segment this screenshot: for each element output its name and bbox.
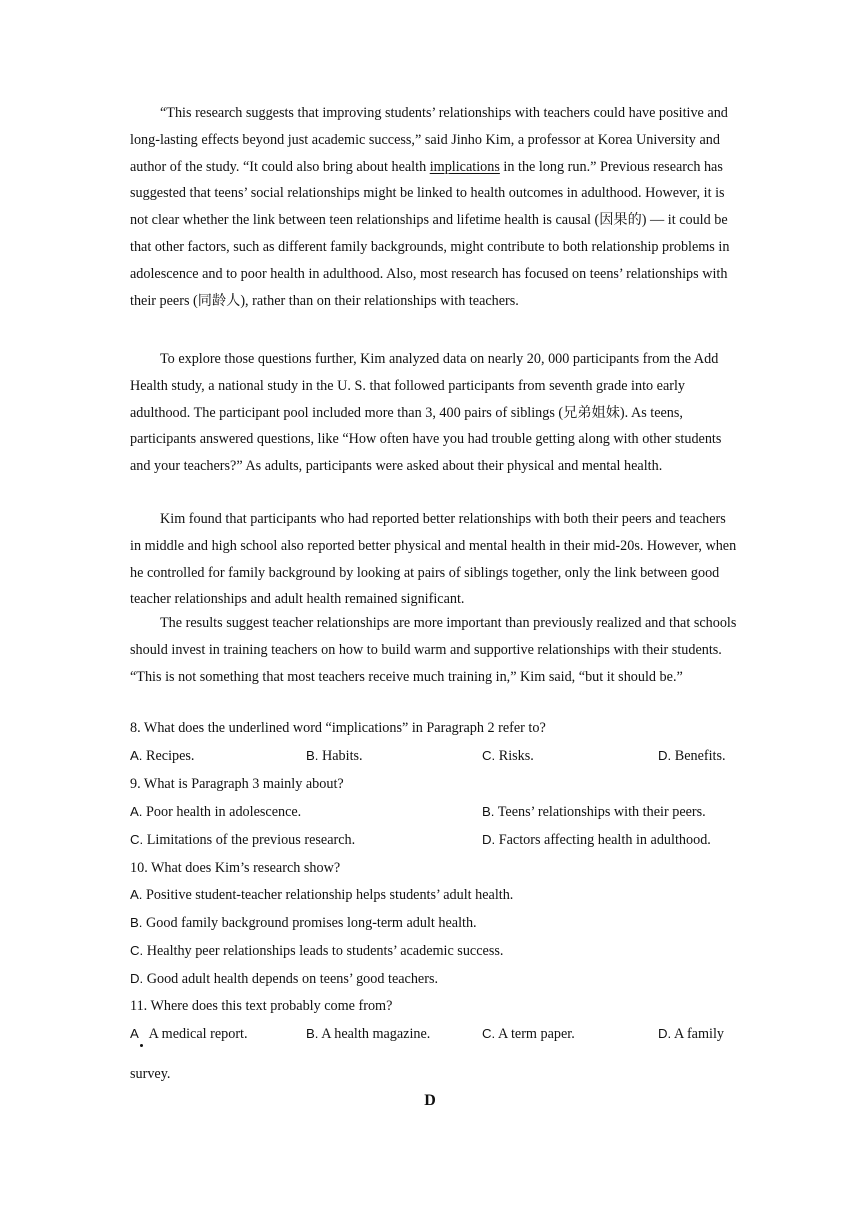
option-b: B. Teens’ relationships with their peers. bbox=[482, 804, 706, 820]
option-a: A. Recipes. bbox=[130, 748, 195, 764]
section-heading: D bbox=[424, 1092, 436, 1109]
option-d-continuation: survey. bbox=[130, 1066, 171, 1082]
passage-paragraph-4: The results suggest teacher relationships are more important than previously realized and that schools should invest in training teachers on how to build warm and supportive relationships with their students. “This is not something that most teachers receive much training in,” Kim said, “but it should be.” bbox=[130, 615, 737, 685]
passage-paragraph-1: “This research suggests that improving students’ relationships with teachers could have positive and long-lasting effects beyond just academic success,” said Jinho Kim, a professor at Korea University and author of the study. “It could also bring about health implications in the long run.” Previous research has suggested that teens’ social relationships might be linked to health outcomes in adulthood. However, it is not clear whether the link between teen relationships and lifetime health is causal (因果的) — it could be that other factors, such as different family backgrounds, might contribute to both relationship problems in adolescence and to poor health in adulthood. Also, most research has focused on teens’ relationships with their peers (同龄人), rather than on their relationships with teachers. bbox=[130, 105, 730, 309]
underlined-word-implications: implications bbox=[429, 158, 500, 175]
question-stem: 10. What does Kim’s research show? bbox=[130, 860, 341, 876]
passage-paragraph-2: To explore those questions further, Kim analyzed data on nearly 20, 000 participants from the Add Health study, a national study in the U. S. that followed participants from seventh grade into early adulthood. The participant pool included more than 3, 400 pairs of siblings (兄弟姐妹). As teens, participants answered questions, like “How often have you had trouble getting along with other students and your teachers?” As adults, participants were asked about their physical and mental health. bbox=[130, 351, 722, 475]
option-b: B. Good family background promises long-term adult health. bbox=[130, 915, 477, 931]
stray-dot bbox=[140, 1044, 143, 1047]
question-stem: 8. What does the underlined word “implications” in Paragraph 2 refer to? bbox=[130, 720, 546, 736]
option-c: C. A term paper. bbox=[482, 1026, 575, 1042]
option-c: C. Limitations of the previous research. bbox=[130, 832, 356, 848]
option-d: D. Benefits. bbox=[658, 748, 726, 764]
question-stem: 11. Where does this text probably come from? bbox=[130, 998, 393, 1014]
option-b: B. A health magazine. bbox=[306, 1026, 431, 1042]
option-c: C. Healthy peer relationships leads to students’ academic success. bbox=[130, 943, 504, 959]
option-b: B. Habits. bbox=[306, 748, 363, 764]
question-stem: 9. What is Paragraph 3 mainly about? bbox=[130, 776, 344, 792]
option-a: A A medical report. bbox=[130, 1026, 248, 1042]
option-a: A. Positive student-teacher relationship helps students’ adult health. bbox=[130, 887, 514, 903]
passage-paragraph-3: Kim found that participants who had reported better relationships with both their peers and teachers in middle and high school also reported better physical and mental health in their mid-20s. However, when he controlled for family background by looking at pairs of siblings together, only the link between good teacher relationships and adult health remained significant. bbox=[130, 511, 737, 608]
option-a: A. Poor health in adolescence. bbox=[130, 804, 302, 820]
option-d: D. Good adult health depends on teens’ good teachers. bbox=[130, 971, 439, 987]
option-c: C. Risks. bbox=[482, 748, 534, 764]
option-d: D. A family bbox=[658, 1026, 724, 1042]
option-d: D. Factors affecting health in adulthood. bbox=[482, 832, 711, 848]
